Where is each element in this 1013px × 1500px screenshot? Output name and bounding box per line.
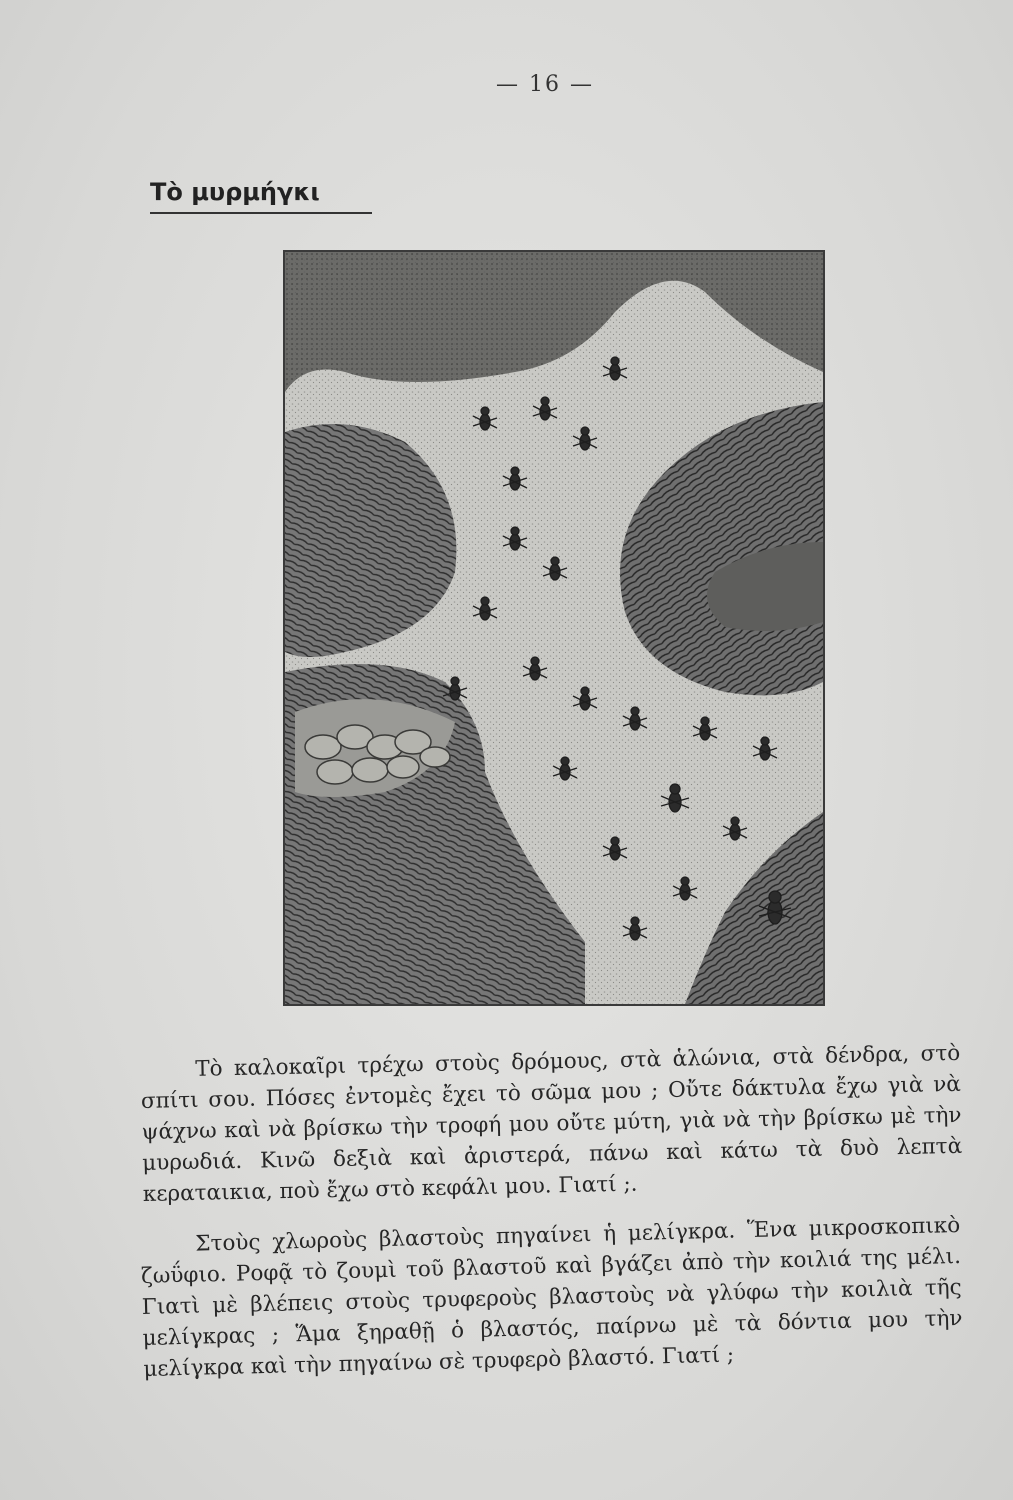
ant-colony-illustration — [283, 250, 825, 1006]
paragraph-2: Στοὺς χλωροὺς βλαστοὺς πηγαίνει ἡ μελίγκρα. Ἕνα μικροσκοπικὸ ζωΰφιο. Ροφᾷ τὸ ζουμὶ τοῦ βλαστοῦ καὶ βγάζει ἀπὸ τὴν κοιλιά της μέλι. Γιατὶ μὲ βλέπεις στοὺς τρυφεροὺς βλαστοὺς νὰ γλύφω τὴν κοιλιὰ τῆς μελίγκρας ; Ἅμα ξηραθῇ ὁ βλαστός, παίρνω μὲ τὰ δόντια μου τὴν μελίγκρα καὶ τὴν πηγαίνω σὲ τρυφερὸ βλαστό. Γιατί ; — [140, 1212, 963, 1382]
page-title: Τὸ μυρμήγκι — [150, 178, 372, 214]
paragraph-1: Τὸ καλοκαῖρι τρέχω στοὺς δρόμους, στὰ ἁλώνια, στὰ δένδρα, στὸ σπίτι σου. Πόσες ἐντομὲς ἔχει τὸ σῶμα μου ; Οὔτε δάκτυλα ἔχω γιὰ νὰ ψάχνω καὶ νὰ βρίσκω τὴν τροφή μου οὔτε μύτη, γιὰ νὰ τὴν βρίσκω μὲ τὴν μυρωδιά. Κινῶ δεξιὰ καὶ ἀριστερά, πάνω καὶ κάτω τὰ δυὸ λεπτὰ κεραταικια, ποὺ ἔχω στὸ κεφάλι μου. Γιατί ;. — [140, 1040, 963, 1207]
page-number: — 16 — — [496, 72, 594, 97]
